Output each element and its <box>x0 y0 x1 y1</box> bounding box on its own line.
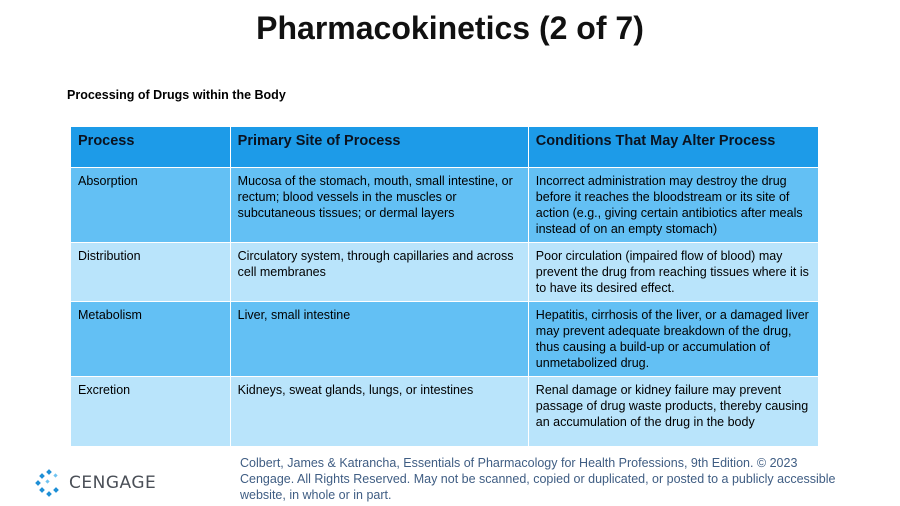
copyright-citation: Colbert, James & Katrancha, Essentials of Pharmacology for Health Professions, 9th Edition. © 2023 Cengage. All Rights Reserved. May not be scanned, copied or duplicated, or posted to a publicly accessible website, in whole or in part. <box>240 456 836 502</box>
table-header-row <box>71 127 819 168</box>
table-caption: Processing of Drugs within the Body <box>67 88 286 102</box>
cell-site: Circulatory system, through capillaries and across cell membranes <box>230 243 528 302</box>
cell-site: Mucosa of the stomach, mouth, small intestine, or rectum; blood vessels in the muscles or subcutaneous tissues; or dermal layers <box>230 168 528 243</box>
cell-site: Kidneys, sweat glands, lungs, or intestines <box>230 377 528 447</box>
cell-conditions: Poor circulation (impaired flow of blood) may prevent the drug from reaching tissues where it is to have its desired effect. <box>528 243 818 302</box>
table-row <box>71 243 819 302</box>
cengage-logo-icon <box>35 469 63 497</box>
cell-conditions: Incorrect administration may destroy the drug before it reaches the bloodstream or its site of action (e.g., giving certain antibiotics after meals instead of on an empty stomach) <box>528 168 818 243</box>
table-row <box>71 377 819 447</box>
column-header-conditions: Conditions That May Alter Process <box>528 127 818 168</box>
table-row <box>71 302 819 377</box>
cell-process: Metabolism <box>71 302 231 377</box>
cell-site: Liver, small intestine <box>230 302 528 377</box>
cell-process: Distribution <box>71 243 231 302</box>
slide-title: Pharmacokinetics (2 of 7) <box>256 10 644 46</box>
table-row <box>71 168 819 243</box>
column-header-primary-site: Primary Site of Process <box>230 127 528 168</box>
drug-processing-table <box>70 126 819 447</box>
cell-process: Excretion <box>71 377 231 447</box>
column-header-process: Process <box>71 127 231 168</box>
cell-conditions: Hepatitis, cirrhosis of the liver, or a damaged liver may prevent adequate breakdown of the drug, thus causing a build-up or accumulation of unmetabolized drug. <box>528 302 818 377</box>
cell-process: Absorption <box>71 168 231 243</box>
cengage-logo <box>35 469 156 497</box>
cengage-logo-text: CENGAGE <box>69 473 157 493</box>
cell-conditions: Renal damage or kidney failure may prevent passage of drug waste products, thereby causing an accumulation of the drug in the body <box>528 377 818 447</box>
